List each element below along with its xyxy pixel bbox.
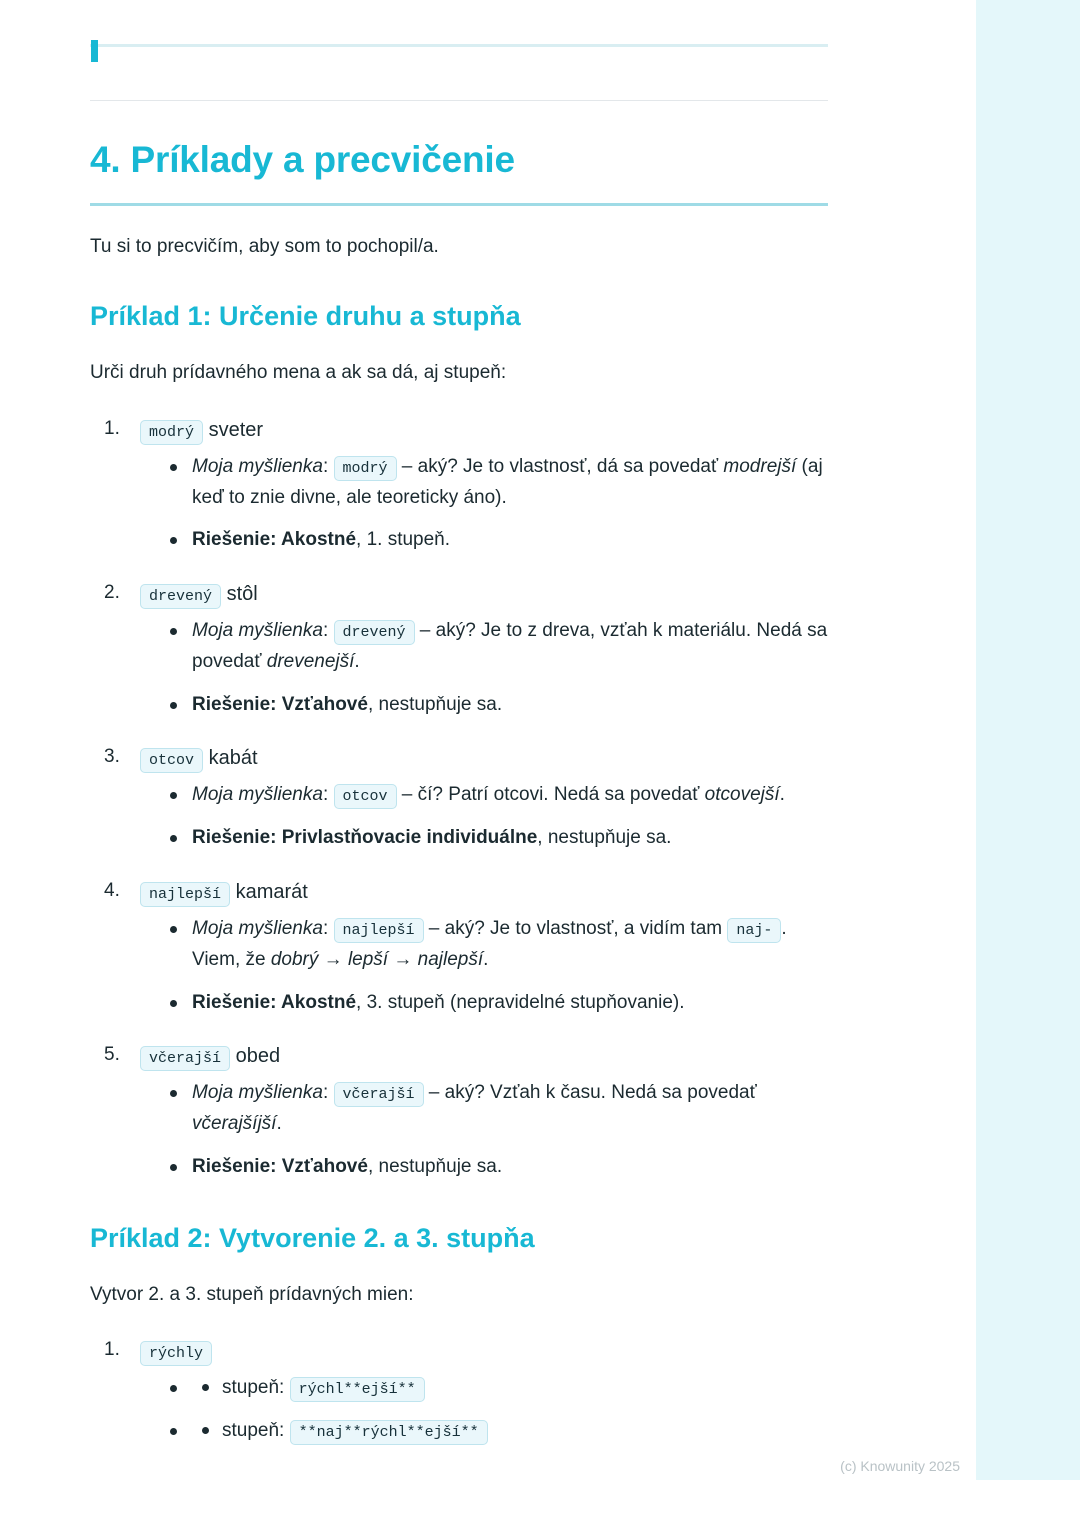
degree-token: rýchl**ejší** [290,1377,425,1402]
list-item [100,742,830,854]
solution-line [164,525,830,556]
word-token: otcov [140,748,203,773]
thought-label: Moja myšlienka [192,620,323,642]
example1-list [90,414,830,1183]
thought-label: Moja myšlienka [192,1082,323,1104]
list-item [100,414,830,556]
example2-list [90,1335,830,1447]
solution-line [164,1152,830,1183]
item-head-rest: kabát [203,747,258,770]
thought-line: Moja myšlienka: modrý – aký? Je to vlastnosť, dá sa povedať modrejší (aj keď to znie divne, ale teoreticky áno). [164,452,830,514]
item-details [140,1373,830,1447]
solution-rest: , 1. stupeň. [356,529,451,551]
item-head [140,1335,830,1367]
solution-rest: , nestupňuje sa. [367,1155,503,1177]
thought-label: Moja myšlienka [192,784,323,806]
solution-line [164,988,830,1019]
solution-label: Riešenie: Privlastňovacie individuálne [192,827,538,849]
degree-chain: dobrý → lepší → najlepší [270,948,484,970]
thought-line: Moja myšlienka: drevený – aký? Je to z dreva, vzťah k materiálu. Nedá sa povedať drevenejší. [164,616,830,678]
document-content [90,0,830,1469]
thought-text-1: – aký? Vzťah k času. Nedá sa povedať [423,1082,757,1104]
thought-token: modrý [334,456,397,481]
thought-text-2: . [354,650,360,672]
word-token: najlepší [140,882,230,907]
degree-label: stupeň: [222,1377,285,1399]
degree-label: stupeň: [222,1419,285,1441]
word-token: drevený [140,584,221,609]
thought-italic: modrejší [723,455,797,477]
example1-title: Príklad 1: Určenie druhu a stupňa [90,301,521,332]
solution-line [164,823,830,854]
item-head [140,742,830,774]
truncated-heading-bar [90,0,830,68]
item-details [140,914,830,1018]
degree-token: **naj**rýchl**ejší** [290,1420,488,1445]
copyright-credit: (c) Knowunity 2025 [840,1458,960,1474]
solution-label: Riešenie: Akostné [192,991,357,1013]
thought-token: drevený [334,620,415,645]
item-head [140,414,830,446]
item-head-rest: kamarát [230,881,308,903]
thought-token: včerajší [334,1082,424,1107]
item-head [140,1040,830,1072]
thought-text-2: . Viem, že [192,918,787,970]
word-token: rýchly [140,1341,212,1366]
thought-italic: včerajšíjší [192,1113,277,1135]
solution-rest: , 3. stupeň (nepravidelné stupňovanie). [356,991,685,1013]
solution-rest: , nestupňuje sa. [367,693,503,715]
item-details [140,780,830,854]
decorative-band-gap [964,0,976,1480]
item-details [140,616,830,720]
thought-token: otcov [334,784,397,809]
solution-label: Riešenie: Akostné [192,529,357,551]
thought-text-1: – aký? Je to vlastnosť, dá sa povedať [396,455,724,477]
example2-title: Príklad 2: Vytvorenie 2. a 3. stupňa [90,1222,535,1253]
thought-label: Moja myšlienka [192,918,323,939]
top-rule [90,44,828,47]
thought-italic: otcovejší [704,784,780,806]
section-intro: Tu si to precvičím, aby som to pochopil/a. [90,236,439,257]
example2-prompt: Vytvor 2. a 3. stupeň prídavných mien: [90,1283,414,1305]
item-details [140,1078,830,1182]
item-head [140,876,830,908]
item-head [140,578,830,610]
word-token: včerajší [140,1046,230,1071]
thought-text-3: . [483,948,489,970]
thought-italic: drevenejší [266,650,355,672]
decorative-right-band [976,0,1080,1480]
thought-text-1: – aký? Je to vlastnosť, a vidím tam [423,918,728,939]
title-underline [90,203,828,206]
item-head-rest: obed [230,1045,281,1068]
thought-line: Moja myšlienka: včerajší – aký? Vzťah k času. Nedá sa povedať včerajšíjší. [164,1078,830,1140]
prefix-token: naj- [727,918,781,943]
page-title: 4. Príklady a precvičenie [90,139,515,180]
section-divider [90,100,828,101]
thought-text-2: . [779,784,785,806]
thought-line: Moja myšlienka: otcov – čí? Patrí otcovi. Nedá sa povedať otcovejší. [164,780,830,811]
thought-text-1: – čí? Patrí otcovi. Nedá sa povedať [396,784,705,806]
thought-line: Moja myšlienka: najlepší – aký? Je to vlastnosť, a vidím tam naj- . Viem, že dobrý → lepší → najlepší. [164,914,830,976]
thought-label: Moja myšlienka [192,455,323,477]
thought-text-2: (aj keď to znie divne, ale teoreticky áno). [192,455,823,508]
list-item [100,1335,830,1447]
degree-sub-bullet [192,1373,425,1404]
solution-label: Riešenie: Vzťahové [192,1155,368,1177]
list-item [100,1040,830,1182]
list-item [100,876,830,1018]
solution-rest: , nestupňuje sa. [537,827,672,849]
item-head-rest: sveter [203,418,264,441]
degree-sub-bullet [192,1416,488,1447]
solution-line [164,690,830,721]
list-item [100,578,830,720]
word-token: modrý [140,420,203,445]
thought-text-2: . [276,1113,282,1135]
thought-text-1: – aký? Je to z dreva, vzťah k materiálu. Nedá sa povedať [192,620,828,672]
thought-token: najlepší [334,918,424,943]
degree-line [164,1416,830,1447]
item-details [140,452,830,556]
example1-prompt: Urči druh prídavného mena a ak sa dá, aj stupeň: [90,362,507,384]
degree-line [164,1373,830,1404]
accent-tick [91,40,98,62]
item-head-rest: stôl [221,583,258,606]
solution-label: Riešenie: Vzťahové [192,693,368,715]
